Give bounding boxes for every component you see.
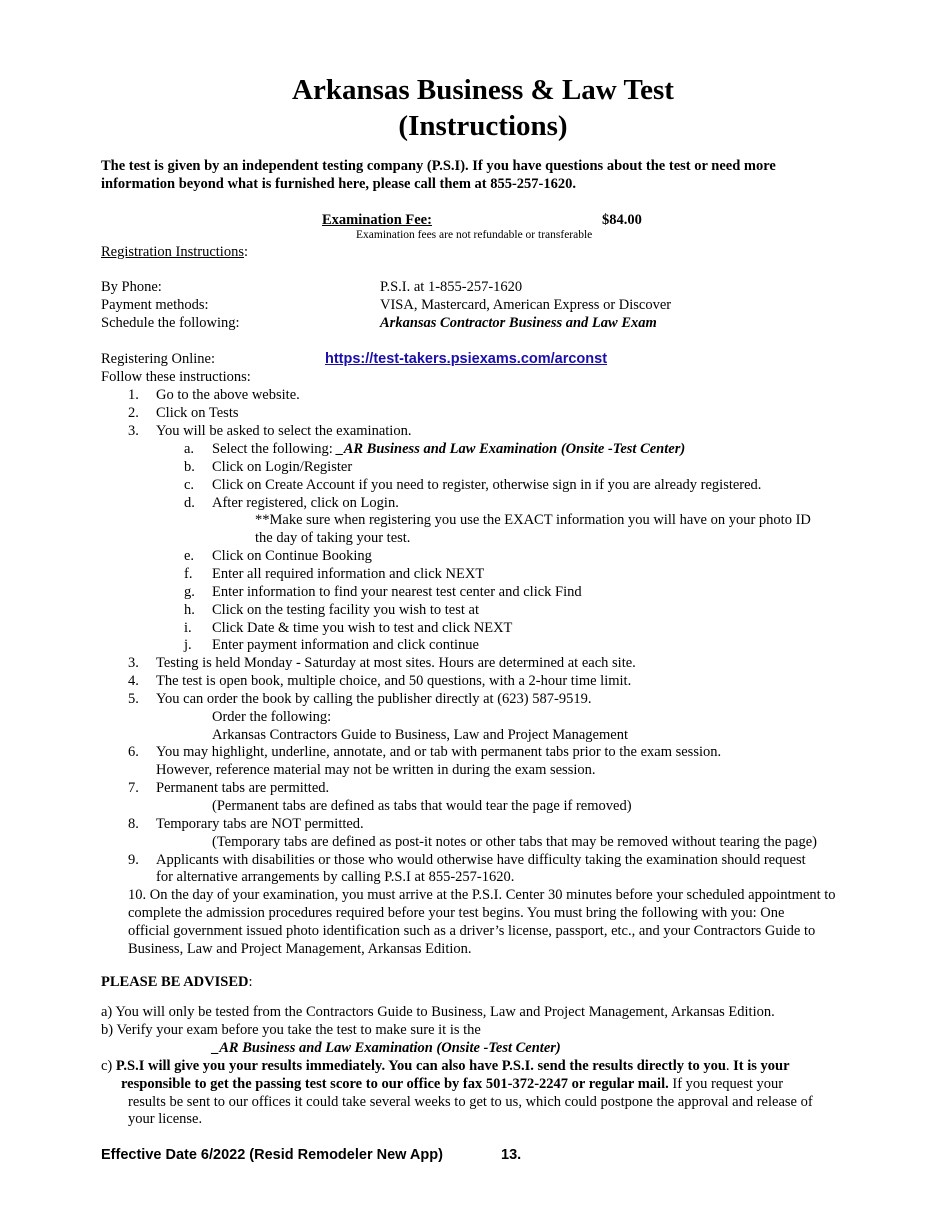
fee-note: Examination fees are not refundable or transferable (356, 229, 593, 241)
step-10-line-2: complete the admission procedures required before your test begins. You must bring the following with you: One (128, 905, 785, 921)
registration-link[interactable]: https://test-takers.psiexams.com/arconst (325, 351, 608, 367)
page-subtitle: (Instructions) (398, 110, 568, 142)
step-subtext: Arkansas Contractors Guide to Business, Law and Project Management (212, 727, 628, 743)
step-number: 7. (128, 780, 139, 796)
step-text: However, reference material may not be written in during the exam session. (156, 762, 596, 778)
schedule-value: Arkansas Contractor Business and Law Exam (380, 315, 657, 331)
step-number: 8. (128, 816, 139, 832)
substep-letter: e. (184, 548, 195, 564)
step-number: 6. (128, 744, 139, 760)
footer-page-number: 13. (501, 1147, 522, 1163)
step-10-line-3: official government issued photo identification such as a driver’s license, passport, etc., and your Contractors Guide to (128, 923, 816, 939)
schedule-label: Schedule the following: (101, 315, 240, 331)
step-number: 9. (128, 852, 139, 868)
substep-letter: h. (184, 602, 195, 618)
step-text: You will be asked to select the examination. (156, 423, 412, 439)
step-text: Go to the above website. (156, 387, 300, 403)
step-number: 3. (128, 423, 139, 439)
substep-text: Click Date & time you wish to test and click NEXT (212, 620, 513, 636)
substep-text: Enter payment information and click continue (212, 637, 479, 653)
intro-line-2: information beyond what is furnished here, please call them at 855-257-1620. (101, 176, 577, 192)
step-subtext: (Permanent tabs are defined as tabs that would tear the page if removed) (212, 798, 632, 814)
step-10-line-4: Business, Law and Project Management, Arkansas Edition. (128, 941, 472, 957)
step-text: Temporary tabs are NOT permitted. (156, 816, 364, 832)
substep-letter: b. (184, 459, 195, 475)
advised-heading: PLEASE BE ADVISED: (101, 974, 253, 990)
step-text: Click on Tests (156, 405, 239, 421)
payment-value: VISA, Mastercard, American Express or Discover (380, 297, 672, 313)
fee-amount: $84.00 (602, 212, 642, 228)
substep-text: Click on Continue Booking (212, 548, 372, 564)
step-number: 4. (128, 673, 139, 689)
advised-c-line-1: c) P.S.I will give you your results immediately. You can also have P.S.I. send the results directly to you. It is your (101, 1058, 790, 1074)
step-text: You may highlight, underline, annotate, and or tab with permanent tabs prior to the exam session. (156, 744, 722, 760)
page-title: Arkansas Business & Law Test (292, 74, 674, 106)
online-label: Registering Online: (101, 351, 215, 367)
substep-letter: a. (184, 441, 195, 457)
registration-heading: Registration Instructions: (101, 244, 248, 260)
advised-b: b) Verify your exam before you take the test to make sure it is the (101, 1022, 481, 1038)
advised-c-line-4: your license. (128, 1111, 203, 1127)
advised-c-line-2: responsible to get the passing test score to our office by fax 501-372-2247 or regular mail. If you request your (121, 1076, 784, 1092)
step-number: 1. (128, 387, 139, 403)
substep-letter: d. (184, 495, 195, 511)
substep-letter: f. (184, 566, 193, 582)
phone-value: P.S.I. at 1-855-257-1620 (380, 279, 523, 295)
step-text: Permanent tabs are permitted. (156, 780, 330, 796)
step-subtext: Order the following: (212, 709, 332, 725)
advised-c-line-3: results be sent to our offices it could take several weeks to get to us, which could postpone the approval and release of (128, 1094, 813, 1110)
step-text: Applicants with disabilities or those who would otherwise have difficulty taking the examination should request (156, 852, 806, 868)
step-number: 3. (128, 655, 139, 671)
step-text: for alternative arrangements by calling P.S.I at 855-257-1620. (156, 869, 515, 885)
substep-letter: g. (184, 584, 195, 600)
step-text: You can order the book by calling the publisher directly at (623) 587-9519. (156, 691, 592, 707)
substep-letter: j. (184, 637, 192, 653)
substep-text: Click on the testing facility you wish to test at (212, 602, 480, 618)
step-number: 2. (128, 405, 139, 421)
substep-letter: i. (184, 620, 192, 636)
substep-text: After registered, click on Login. (212, 495, 399, 511)
substep-text: Click on Login/Register (212, 459, 353, 475)
advised-a: a) You will only be tested from the Contractors Guide to Business, Law and Project Management, Arkansas Edition. (101, 1004, 775, 1020)
payment-label: Payment methods: (101, 297, 209, 313)
phone-label: By Phone: (101, 279, 162, 295)
note-d-line-1: **Make sure when registering you use the EXACT information you will have on your photo ID (255, 512, 811, 528)
note-d-line-2: the day of taking your test. (255, 530, 411, 546)
step-subtext: (Temporary tabs are defined as post-it notes or other tabs that may be removed without tearing the page) (212, 834, 817, 850)
step-10-line-1: 10. On the day of your examination, you must arrive at the P.S.I. Center 30 minutes before your scheduled appointment to (128, 887, 836, 903)
substep-text: Select the following: _AR Business and Law Examination (Onsite -Test Center) (212, 441, 686, 457)
footer-effective-date: Effective Date 6/2022 (Resid Remodeler New App) (101, 1147, 443, 1163)
step-text: The test is open book, multiple choice, and 50 questions, with a 2-hour time limit. (156, 673, 632, 689)
substep-text: Enter information to find your nearest test center and click Find (212, 584, 582, 600)
substep-letter: c. (184, 477, 195, 493)
substep-text: Click on Create Account if you need to register, otherwise sign in if you are already registered. (212, 477, 762, 493)
fee-label: Examination Fee: (322, 212, 432, 228)
intro-line-1: The test is given by an independent testing company (P.S.I). If you have questions about the test or need more (101, 158, 776, 174)
substep-text: Enter all required information and click NEXT (212, 566, 485, 582)
step-text: Testing is held Monday - Saturday at most sites. Hours are determined at each site. (156, 655, 636, 671)
follow-instructions: Follow these instructions: (101, 369, 251, 385)
advised-b-exam: _AR Business and Law Examination (Onsite -Test Center) (212, 1040, 561, 1056)
step-number: 5. (128, 691, 139, 707)
